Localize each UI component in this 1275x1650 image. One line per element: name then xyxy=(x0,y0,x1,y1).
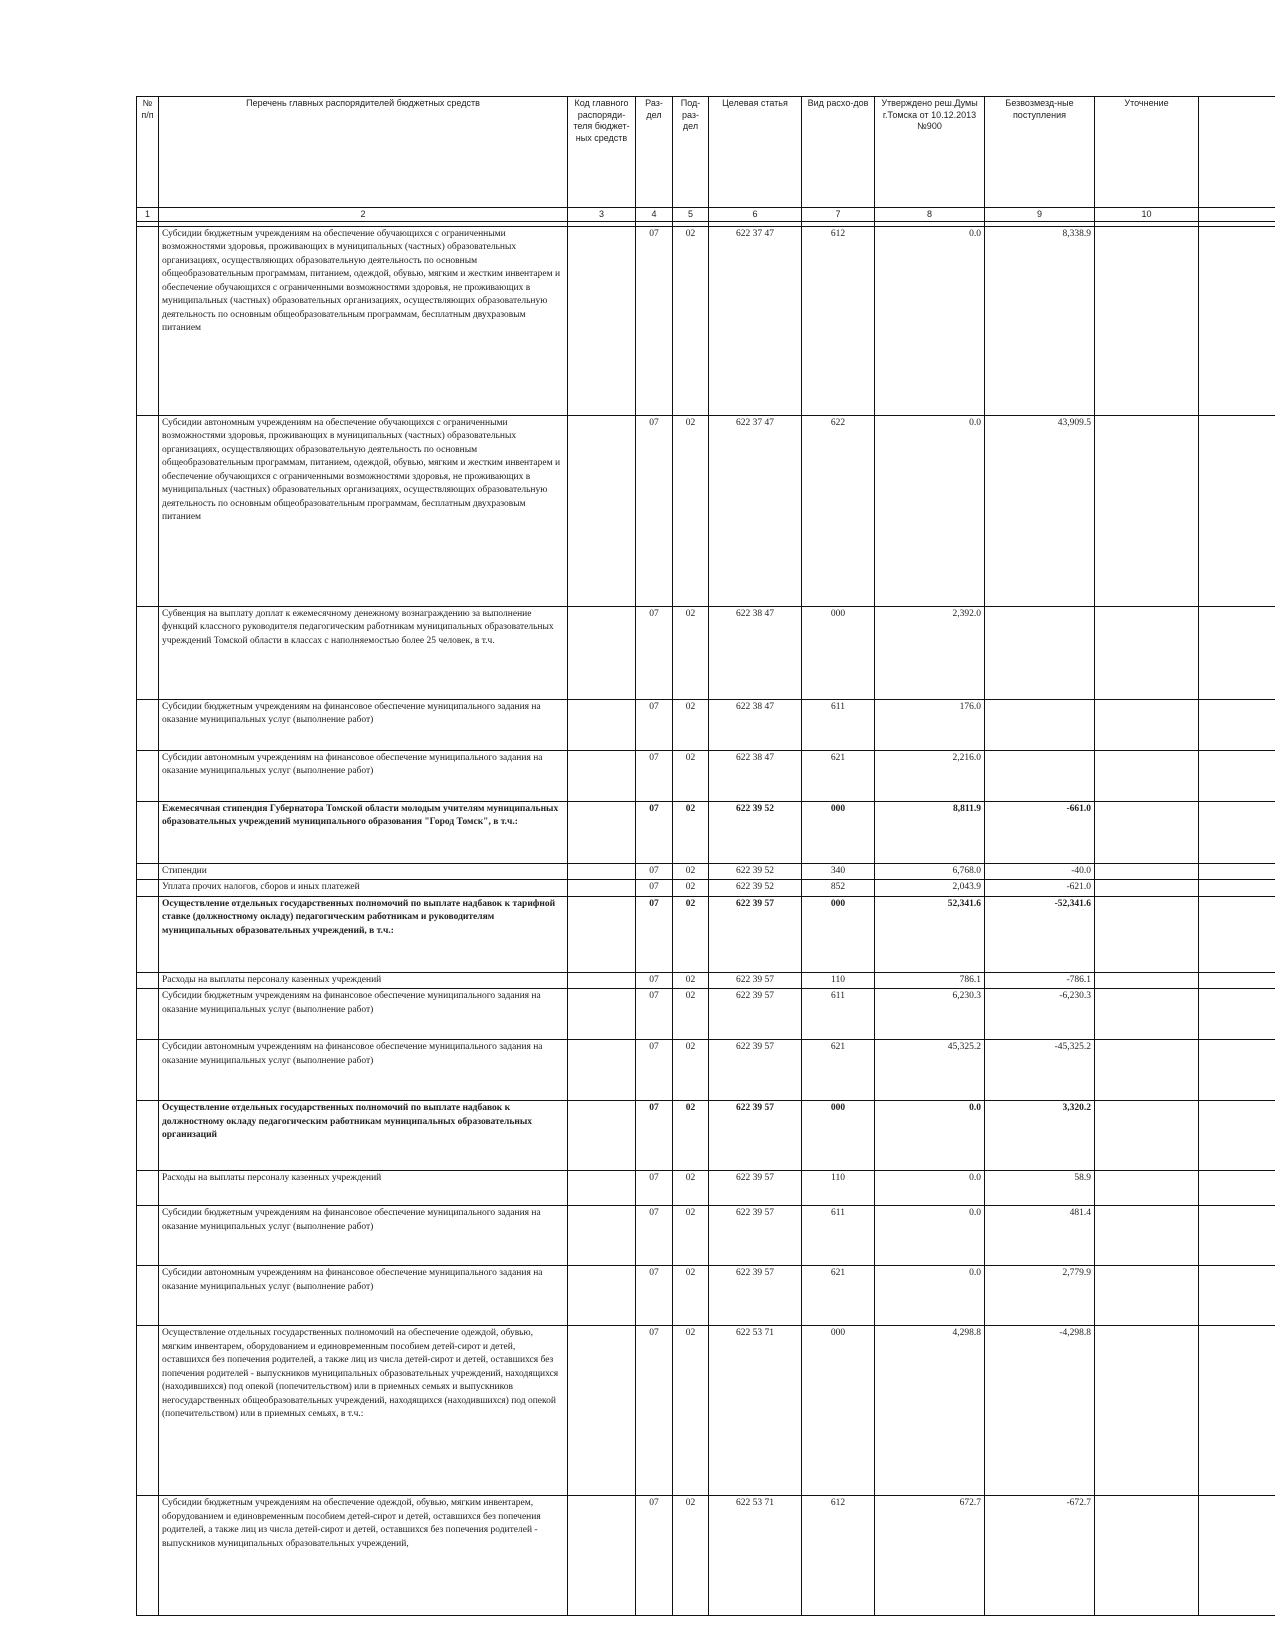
row-approved: 176.0 xyxy=(875,699,985,750)
row-grants: 58.9 xyxy=(985,1171,1095,1206)
colnum-6: 6 xyxy=(709,208,802,222)
table-row xyxy=(137,606,1275,699)
row-grants xyxy=(985,699,1095,750)
row-description: Субсидии бюджетным учреждениям на обеспечение обучающихся с ограниченными возможностями здоровья, проживающих в муниципальных (частных) образовательных организациях, осуществляющих образовательную деятельность по основным общеобразовательным программам, питанием, одеждой, обувью, мягким и жестким инвентарем и обеспечение обучающихся с ограниченными возможностями здоровья, не проживающих в муниципальных (частных) образовательных организациях, осуществляющих образовательную деятельность по основным общеобразовательным программам, бесплатным двухразовым питанием xyxy=(159,226,568,415)
row-vid: 622 xyxy=(802,415,875,606)
row-description: Расходы на выплаты персоналу казенных учреждений xyxy=(159,1171,568,1206)
row-approved: 0.0 xyxy=(875,415,985,606)
table-row xyxy=(137,699,1275,750)
row-approved: 8,811.9 xyxy=(875,801,985,863)
row-description: Осуществление отдельных государственных полномочий на обеспечение одеждой, обувью, мягким инвентарем, оборудованием и единовременным пособием детей-сирот и детей, оставшихся без попечения родителей, а также лиц из числа детей-сирот и детей, оставшихся без попечения родителей - выпускников муниципальных образовательных учреждений, находящихся (находившихся) под опекой (попечительством) или в приемных семьях и выпускников негосударственных общеобразовательных учреждений, находящихся (находившихся) под опекой (попечительством) или в приемных семьях, в т.ч.: xyxy=(159,1326,568,1496)
row-vid: 110 xyxy=(802,1171,875,1206)
row-grants: 8,338.9 xyxy=(985,226,1095,415)
colnum-4: 4 xyxy=(636,208,673,222)
row-target: 622 38 47 xyxy=(709,699,802,750)
row-grants: 2,779.9 xyxy=(985,1266,1095,1326)
row-approved: 6,230.3 xyxy=(875,989,985,1040)
table-row xyxy=(137,972,1275,988)
budget-table xyxy=(136,96,1275,1616)
row-vid: 621 xyxy=(802,750,875,801)
row-description: Субсидии автономным учреждениям на финансовое обеспечение муниципального задания на оказание муниципальных услуг (выполнение работ) xyxy=(159,750,568,801)
row-grants: -52,341.6 xyxy=(985,896,1095,972)
row-vid: 621 xyxy=(802,1040,875,1101)
colnum-9: 9 xyxy=(985,208,1095,222)
row-target: 622 39 52 xyxy=(709,863,802,879)
row-approved: 45,325.2 xyxy=(875,1040,985,1101)
row-description: Субсидии автономным учреждениям на финансовое обеспечение муниципального задания на оказание муниципальных услуг (выполнение работ) xyxy=(159,1266,568,1326)
row-grants: -661.0 xyxy=(985,801,1095,863)
row-approved: 0.0 xyxy=(875,1101,985,1171)
row-razdel: 07 xyxy=(636,226,673,415)
row-approved: 0.0 xyxy=(875,1266,985,1326)
row-grants: -786.1 xyxy=(985,972,1095,988)
row-description: Субсидии бюджетным учреждениям на обеспечение одеждой, обувью, мягким инвентарем, оборудованием и единовременным пособием детей-сирот и детей, оставшихся без попечения родителей, а также лиц из числа детей-сирот и детей, оставшихся без попечения родителей - выпускников муниципальных образовательных учреждений, xyxy=(159,1496,568,1616)
colnum-1: 1 xyxy=(137,208,159,222)
row-approved: 2,392.0 xyxy=(875,606,985,699)
table-row xyxy=(137,1206,1275,1266)
row-razdel: 07 xyxy=(636,896,673,972)
row-razdel: 07 xyxy=(636,972,673,988)
colnum-10: 10 xyxy=(1095,208,1199,222)
row-approved: 4,298.8 xyxy=(875,1326,985,1496)
row-podrazdel: 02 xyxy=(673,699,709,750)
header-target: Целевая статья xyxy=(709,97,802,208)
header-number: № п/п xyxy=(137,97,159,208)
row-grants: -621.0 xyxy=(985,880,1095,896)
row-description: Расходы на выплаты персоналу казенных учреждений xyxy=(159,972,568,988)
row-razdel: 07 xyxy=(636,415,673,606)
row-description: Субсидии бюджетным учреждениям на финансовое обеспечение муниципального задания на оказание муниципальных услуг (выполнение работ) xyxy=(159,989,568,1040)
colnum-extra xyxy=(1199,208,1275,222)
row-razdel: 07 xyxy=(636,1040,673,1101)
row-podrazdel: 02 xyxy=(673,1101,709,1171)
row-approved: 0.0 xyxy=(875,1206,985,1266)
row-razdel: 07 xyxy=(636,1206,673,1266)
row-description: Субсидии автономным учреждениям на финансовое обеспечение муниципального задания на оказание муниципальных услуг (выполнение работ) xyxy=(159,1040,568,1101)
row-podrazdel: 02 xyxy=(673,1171,709,1206)
row-razdel: 07 xyxy=(636,989,673,1040)
row-razdel: 07 xyxy=(636,1326,673,1496)
row-description: Осуществление отдельных государственных полномочий по выплате надбавок к должностному окладу педагогическим работникам муниципальных образовательных организаций xyxy=(159,1101,568,1171)
row-approved: 786.1 xyxy=(875,972,985,988)
row-approved: 2,216.0 xyxy=(875,750,985,801)
row-podrazdel: 02 xyxy=(673,226,709,415)
row-target: 622 53 71 xyxy=(709,1496,802,1616)
row-razdel: 07 xyxy=(636,880,673,896)
row-description: Субвенция на выплату доплат к ежемесячному денежному вознаграждению за выполнение функций классного руководителя педагогическим работникам муниципальных образовательных учреждений Томской области в классах с наполняемостью более 25 человек, в т.ч. xyxy=(159,606,568,699)
row-razdel: 07 xyxy=(636,1496,673,1616)
row-target: 622 39 52 xyxy=(709,801,802,863)
row-approved: 52,341.6 xyxy=(875,896,985,972)
row-razdel: 07 xyxy=(636,1266,673,1326)
row-target: 622 39 57 xyxy=(709,1266,802,1326)
row-vid: 852 xyxy=(802,880,875,896)
row-podrazdel: 02 xyxy=(673,1326,709,1496)
table-row xyxy=(137,415,1275,606)
table-row xyxy=(137,1496,1275,1616)
row-grants xyxy=(985,750,1095,801)
row-razdel: 07 xyxy=(636,1101,673,1171)
column-number-row xyxy=(137,208,1275,222)
row-approved: 672.7 xyxy=(875,1496,985,1616)
table-row xyxy=(137,880,1275,896)
row-target: 622 37 47 xyxy=(709,415,802,606)
budget-sheet xyxy=(136,96,1275,1616)
table-row xyxy=(137,1326,1275,1496)
row-target: 622 39 57 xyxy=(709,1171,802,1206)
row-podrazdel: 02 xyxy=(673,801,709,863)
row-description: Субсидии бюджетным учреждениям на финансовое обеспечение муниципального задания на оказание муниципальных услуг (выполнение работ) xyxy=(159,699,568,750)
header-razdel: Раз-дел xyxy=(636,97,673,208)
row-vid: 000 xyxy=(802,1101,875,1171)
row-approved: 6,768.0 xyxy=(875,863,985,879)
row-grants: -4,298.8 xyxy=(985,1326,1095,1496)
table-row xyxy=(137,226,1275,415)
row-podrazdel: 02 xyxy=(673,1040,709,1101)
row-description: Субсидии бюджетным учреждениям на финансовое обеспечение муниципального задания на оказание муниципальных услуг (выполнение работ) xyxy=(159,1206,568,1266)
row-vid: 612 xyxy=(802,226,875,415)
header-row xyxy=(137,97,1275,208)
row-grants: 3,320.2 xyxy=(985,1101,1095,1171)
row-razdel: 07 xyxy=(636,863,673,879)
row-vid: 611 xyxy=(802,989,875,1040)
row-grants: -6,230.3 xyxy=(985,989,1095,1040)
table-row xyxy=(137,896,1275,972)
row-podrazdel: 02 xyxy=(673,415,709,606)
row-approved: 2,043.9 xyxy=(875,880,985,896)
row-description: Стипендии xyxy=(159,863,568,879)
row-vid: 621 xyxy=(802,1266,875,1326)
row-vid: 000 xyxy=(802,896,875,972)
row-razdel: 07 xyxy=(636,606,673,699)
colnum-7: 7 xyxy=(802,208,875,222)
row-target: 622 39 57 xyxy=(709,1206,802,1266)
row-podrazdel: 02 xyxy=(673,606,709,699)
row-description: Осуществление отдельных государственных полномочий по выплате надбавок к тарифной ставке (должностному окладу) педагогическим работникам и руководителям муниципальных образовательных учреждений, в т.ч.: xyxy=(159,896,568,972)
header-clarification: Уточнение xyxy=(1095,97,1199,208)
colnum-3: 3 xyxy=(568,208,636,222)
row-grants xyxy=(985,606,1095,699)
row-target: 622 39 52 xyxy=(709,880,802,896)
row-grants: -45,325.2 xyxy=(985,1040,1095,1101)
table-row xyxy=(137,750,1275,801)
row-target: 622 39 57 xyxy=(709,896,802,972)
row-vid: 611 xyxy=(802,699,875,750)
row-vid: 000 xyxy=(802,801,875,863)
row-target: 622 39 57 xyxy=(709,989,802,1040)
row-vid: 000 xyxy=(802,606,875,699)
table-row xyxy=(137,1101,1275,1171)
row-target: 622 39 57 xyxy=(709,972,802,988)
row-podrazdel: 02 xyxy=(673,1266,709,1326)
row-approved: 0.0 xyxy=(875,1171,985,1206)
table-row xyxy=(137,1040,1275,1101)
row-podrazdel: 02 xyxy=(673,880,709,896)
header-list: Перечень главных распорядителей бюджетных средств xyxy=(159,97,568,208)
row-grants: -672.7 xyxy=(985,1496,1095,1616)
row-target: 622 38 47 xyxy=(709,750,802,801)
header-vid: Вид расхо-дов xyxy=(802,97,875,208)
row-vid: 000 xyxy=(802,1326,875,1496)
row-description: Уплата прочих налогов, сборов и иных платежей xyxy=(159,880,568,896)
row-vid: 611 xyxy=(802,1206,875,1266)
row-podrazdel: 02 xyxy=(673,1206,709,1266)
header-podrazdel: Под-раз-дел xyxy=(673,97,709,208)
row-podrazdel: 02 xyxy=(673,863,709,879)
row-grants: 481.4 xyxy=(985,1206,1095,1266)
colnum-5: 5 xyxy=(673,208,709,222)
row-podrazdel: 02 xyxy=(673,896,709,972)
row-target: 622 37 47 xyxy=(709,226,802,415)
header-approved: Утверждено реш.Думы г.Томска от 10.12.2013 №900 xyxy=(875,97,985,208)
row-razdel: 07 xyxy=(636,801,673,863)
row-target: 622 38 47 xyxy=(709,606,802,699)
header-grants: Безвозмезд-ные поступления xyxy=(985,97,1095,208)
row-description: Субсидии автономным учреждениям на обеспечение обучающихся с ограниченными возможностями здоровья, проживающих в муниципальных (частных) образовательных организациях, осуществляющих образовательную деятельность по основным общеобразовательным программам, питанием, одеждой, обувью, мягким и жестким инвентарем и обеспечение обучающихся с ограниченными возможностями здоровья, не проживающих в муниципальных (частных) образовательных организациях, осуществляющих образовательную деятельность по основным общеобразовательным программам, бесплатным двухразовым питанием xyxy=(159,415,568,606)
row-grants: -40.0 xyxy=(985,863,1095,879)
table-row xyxy=(137,989,1275,1040)
row-podrazdel: 02 xyxy=(673,989,709,1040)
row-target: 622 53 71 xyxy=(709,1326,802,1496)
row-podrazdel: 02 xyxy=(673,750,709,801)
row-vid: 110 xyxy=(802,972,875,988)
row-razdel: 07 xyxy=(636,1171,673,1206)
row-vid: 612 xyxy=(802,1496,875,1616)
row-razdel: 07 xyxy=(636,699,673,750)
row-vid: 340 xyxy=(802,863,875,879)
row-target: 622 39 57 xyxy=(709,1101,802,1171)
table-row xyxy=(137,863,1275,879)
header-code: Код главного распоряди-теля бюджет-ных средств xyxy=(568,97,636,208)
colnum-8: 8 xyxy=(875,208,985,222)
row-razdel: 07 xyxy=(636,750,673,801)
row-grants: 43,909.5 xyxy=(985,415,1095,606)
colnum-2: 2 xyxy=(159,208,568,222)
table-row xyxy=(137,1171,1275,1206)
row-description: Ежемесячная стипендия Губернатора Томской области молодым учителям муниципальных образовательных учреждений муниципального образования "Город Томск", в т.ч.: xyxy=(159,801,568,863)
header-extra xyxy=(1199,97,1275,208)
table-row xyxy=(137,801,1275,863)
row-target: 622 39 57 xyxy=(709,1040,802,1101)
row-approved: 0.0 xyxy=(875,226,985,415)
row-podrazdel: 02 xyxy=(673,972,709,988)
row-podrazdel: 02 xyxy=(673,1496,709,1616)
table-row xyxy=(137,1266,1275,1326)
